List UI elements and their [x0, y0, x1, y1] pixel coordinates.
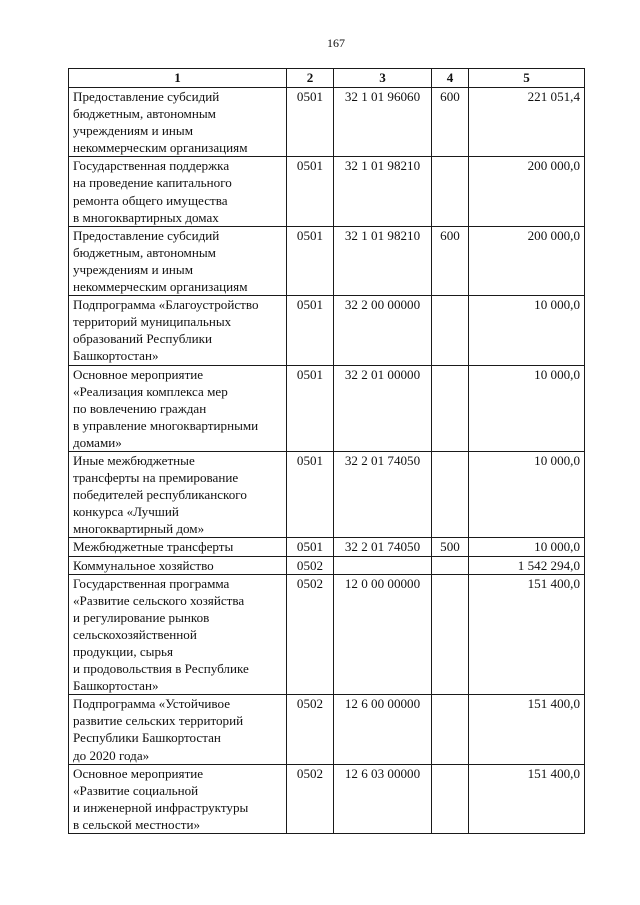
- budget-table: [68, 68, 585, 834]
- table-row: [69, 451, 585, 537]
- amount: 10 000,0: [469, 296, 585, 365]
- amount: 151 400,0: [469, 695, 585, 764]
- amount: 200 000,0: [469, 226, 585, 295]
- target-article-code: 32 2 01 00000: [334, 365, 432, 451]
- table-row: [69, 764, 585, 833]
- target-article-code: 32 2 01 74050: [334, 451, 432, 537]
- target-article-code: 32 2 00 00000: [334, 296, 432, 365]
- expense-type-code: [432, 695, 469, 764]
- item-name: Предоставление субсидий бюджетным, автономным учреждениям и иным некоммерческим организациям: [69, 226, 287, 295]
- page-number: 167: [327, 36, 345, 50]
- expense-type-code: 600: [432, 88, 469, 157]
- expense-type-code: [432, 365, 469, 451]
- item-name: Государственная программа «Развитие сельского хозяйства и регулирование рынков сельскохозяйственной продукции, сырья и продовольствия в Республике Башкортостан»: [69, 574, 287, 695]
- item-name: Основное мероприятие «Реализация комплекса мер по вовлечению граждан в управление многоквартирными домами»: [69, 365, 287, 451]
- expense-type-code: 600: [432, 226, 469, 295]
- expense-type-code: [432, 157, 469, 226]
- item-name: Подпрограмма «Устойчивое развитие сельских территорий Республики Башкортостан до 2020 года»: [69, 695, 287, 764]
- amount: 10 000,0: [469, 451, 585, 537]
- section-code: 0502: [287, 556, 334, 574]
- expense-type-code: [432, 574, 469, 695]
- amount: 151 400,0: [469, 574, 585, 695]
- amount: 151 400,0: [469, 764, 585, 833]
- column-header-4: 4: [432, 69, 469, 88]
- item-name: Основное мероприятие «Развитие социальной и инженерной инфраструктуры в сельской местности»: [69, 764, 287, 833]
- section-code: 0501: [287, 451, 334, 537]
- expense-type-code: [432, 296, 469, 365]
- amount: 10 000,0: [469, 538, 585, 556]
- target-article-code: [334, 556, 432, 574]
- expense-type-code: [432, 556, 469, 574]
- table-body: [69, 88, 585, 834]
- section-code: 0501: [287, 538, 334, 556]
- amount: 1 542 294,0: [469, 556, 585, 574]
- column-header-1: 1: [69, 69, 287, 88]
- section-code: 0501: [287, 296, 334, 365]
- column-header-3: 3: [334, 69, 432, 88]
- expense-type-code: 500: [432, 538, 469, 556]
- item-name: Межбюджетные трансферты: [69, 538, 287, 556]
- amount: 221 051,4: [469, 88, 585, 157]
- table-row: [69, 226, 585, 295]
- target-article-code: 12 0 00 00000: [334, 574, 432, 695]
- target-article-code: 32 1 01 98210: [334, 157, 432, 226]
- target-article-code: 12 6 03 00000: [334, 764, 432, 833]
- target-article-code: 32 1 01 96060: [334, 88, 432, 157]
- amount: 10 000,0: [469, 365, 585, 451]
- item-name: Коммунальное хозяйство: [69, 556, 287, 574]
- target-article-code: 32 2 01 74050: [334, 538, 432, 556]
- section-code: 0502: [287, 574, 334, 695]
- target-article-code: 32 1 01 98210: [334, 226, 432, 295]
- column-header-2: 2: [287, 69, 334, 88]
- section-code: 0501: [287, 157, 334, 226]
- section-code: 0502: [287, 695, 334, 764]
- table-row: [69, 365, 585, 451]
- table-row: [69, 88, 585, 157]
- expense-type-code: [432, 764, 469, 833]
- table-row: [69, 695, 585, 764]
- section-code: 0501: [287, 226, 334, 295]
- item-name: Подпрограмма «Благоустройство территорий муниципальных образований Республики Башкортостан»: [69, 296, 287, 365]
- target-article-code: 12 6 00 00000: [334, 695, 432, 764]
- table-row: [69, 574, 585, 695]
- item-name: Иные межбюджетные трансферты на премирование победителей республиканского конкурса «Лучший многоквартирный дом»: [69, 451, 287, 537]
- amount: 200 000,0: [469, 157, 585, 226]
- section-code: 0501: [287, 365, 334, 451]
- table-row: [69, 538, 585, 556]
- column-header-5: 5: [469, 69, 585, 88]
- section-code: 0502: [287, 764, 334, 833]
- item-name: Предоставление субсидий бюджетным, автономным учреждениям и иным некоммерческим организациям: [69, 88, 287, 157]
- expense-type-code: [432, 451, 469, 537]
- item-name: Государственная поддержка на проведение капитального ремонта общего имущества в многоквартирных домах: [69, 157, 287, 226]
- section-code: 0501: [287, 88, 334, 157]
- table-row: [69, 296, 585, 365]
- table-row: [69, 556, 585, 574]
- table-header-row: [69, 69, 585, 88]
- table-row: [69, 157, 585, 226]
